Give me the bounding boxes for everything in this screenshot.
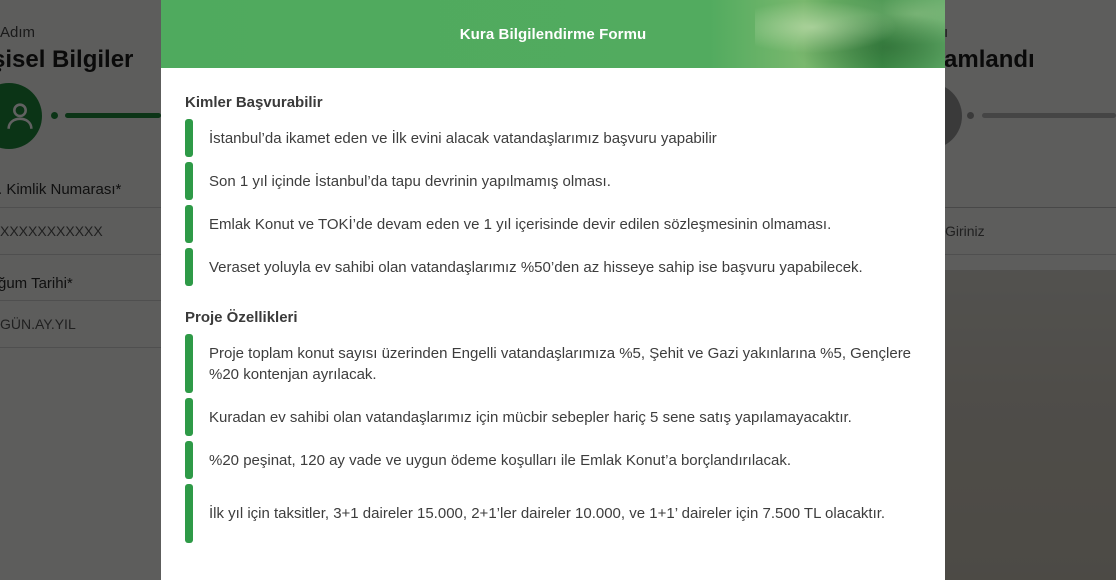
accent-bar [185,398,193,436]
list-item-text: Veraset yoluyla ev sahibi olan vatandaşlarımız %50’den az hisseye sahip ise başvuru yapabilecek. [209,258,863,276]
list-item [185,248,915,286]
list-item [185,334,915,393]
list-item-text: Emlak Konut ve TOKİ’de devam eden ve 1 yıl içerisinde devir edilen sözleşmesinin olmaması. [209,215,832,233]
accent-bar [185,441,193,479]
list-item [185,119,915,157]
accent-bar [185,248,193,286]
list-item-text: Kuradan ev sahibi olan vatandaşlarımız için mücbir sebepler hariç 5 sene satış yapılamayacaktır. [209,408,852,426]
list-item-text: İstanbul’da ikamet eden ve İlk evini alacak vatandaşlarımız başvuru yapabilir [209,129,717,147]
modal-title: Kura Bilgilendirme Formu [459,25,647,43]
list-item-text: Proje toplam konut sayısı üzerinden Engelli vatandaşlarımıza %5, Şehit ve Gazi yakınlarına %5, Gençlere %20 kontenjan ayrılacak. [209,344,912,383]
list-item [185,205,915,243]
accent-bar [185,205,193,243]
accent-bar [185,119,193,157]
list-item-text: %20 peşinat, 120 ay vade ve uygun ödeme koşulları ile Emlak Konut’a borçlandırılacak. [209,451,792,469]
list-item [185,162,915,200]
accent-bar [185,334,193,393]
accent-bar [185,484,193,543]
list-item [185,398,915,436]
list-item [185,484,915,543]
header-texture [755,0,945,68]
modal-header [161,0,945,68]
section-title-project: Proje Özellikleri [185,309,298,326]
accent-bar [185,162,193,200]
list-item [185,441,915,479]
section-title-eligibility: Kimler Başvurabilir [185,94,323,111]
list-item-text: Son 1 yıl içinde İstanbul’da tapu devrinin yapılmamış olması. [209,172,611,190]
list-item-text: İlk yıl için taksitler, 3+1 daireler 15.000, 2+1’ler daireler 10.000, ve 1+1’ daireler için 7.500 TL olacaktır. [209,505,886,522]
info-modal [161,0,945,580]
